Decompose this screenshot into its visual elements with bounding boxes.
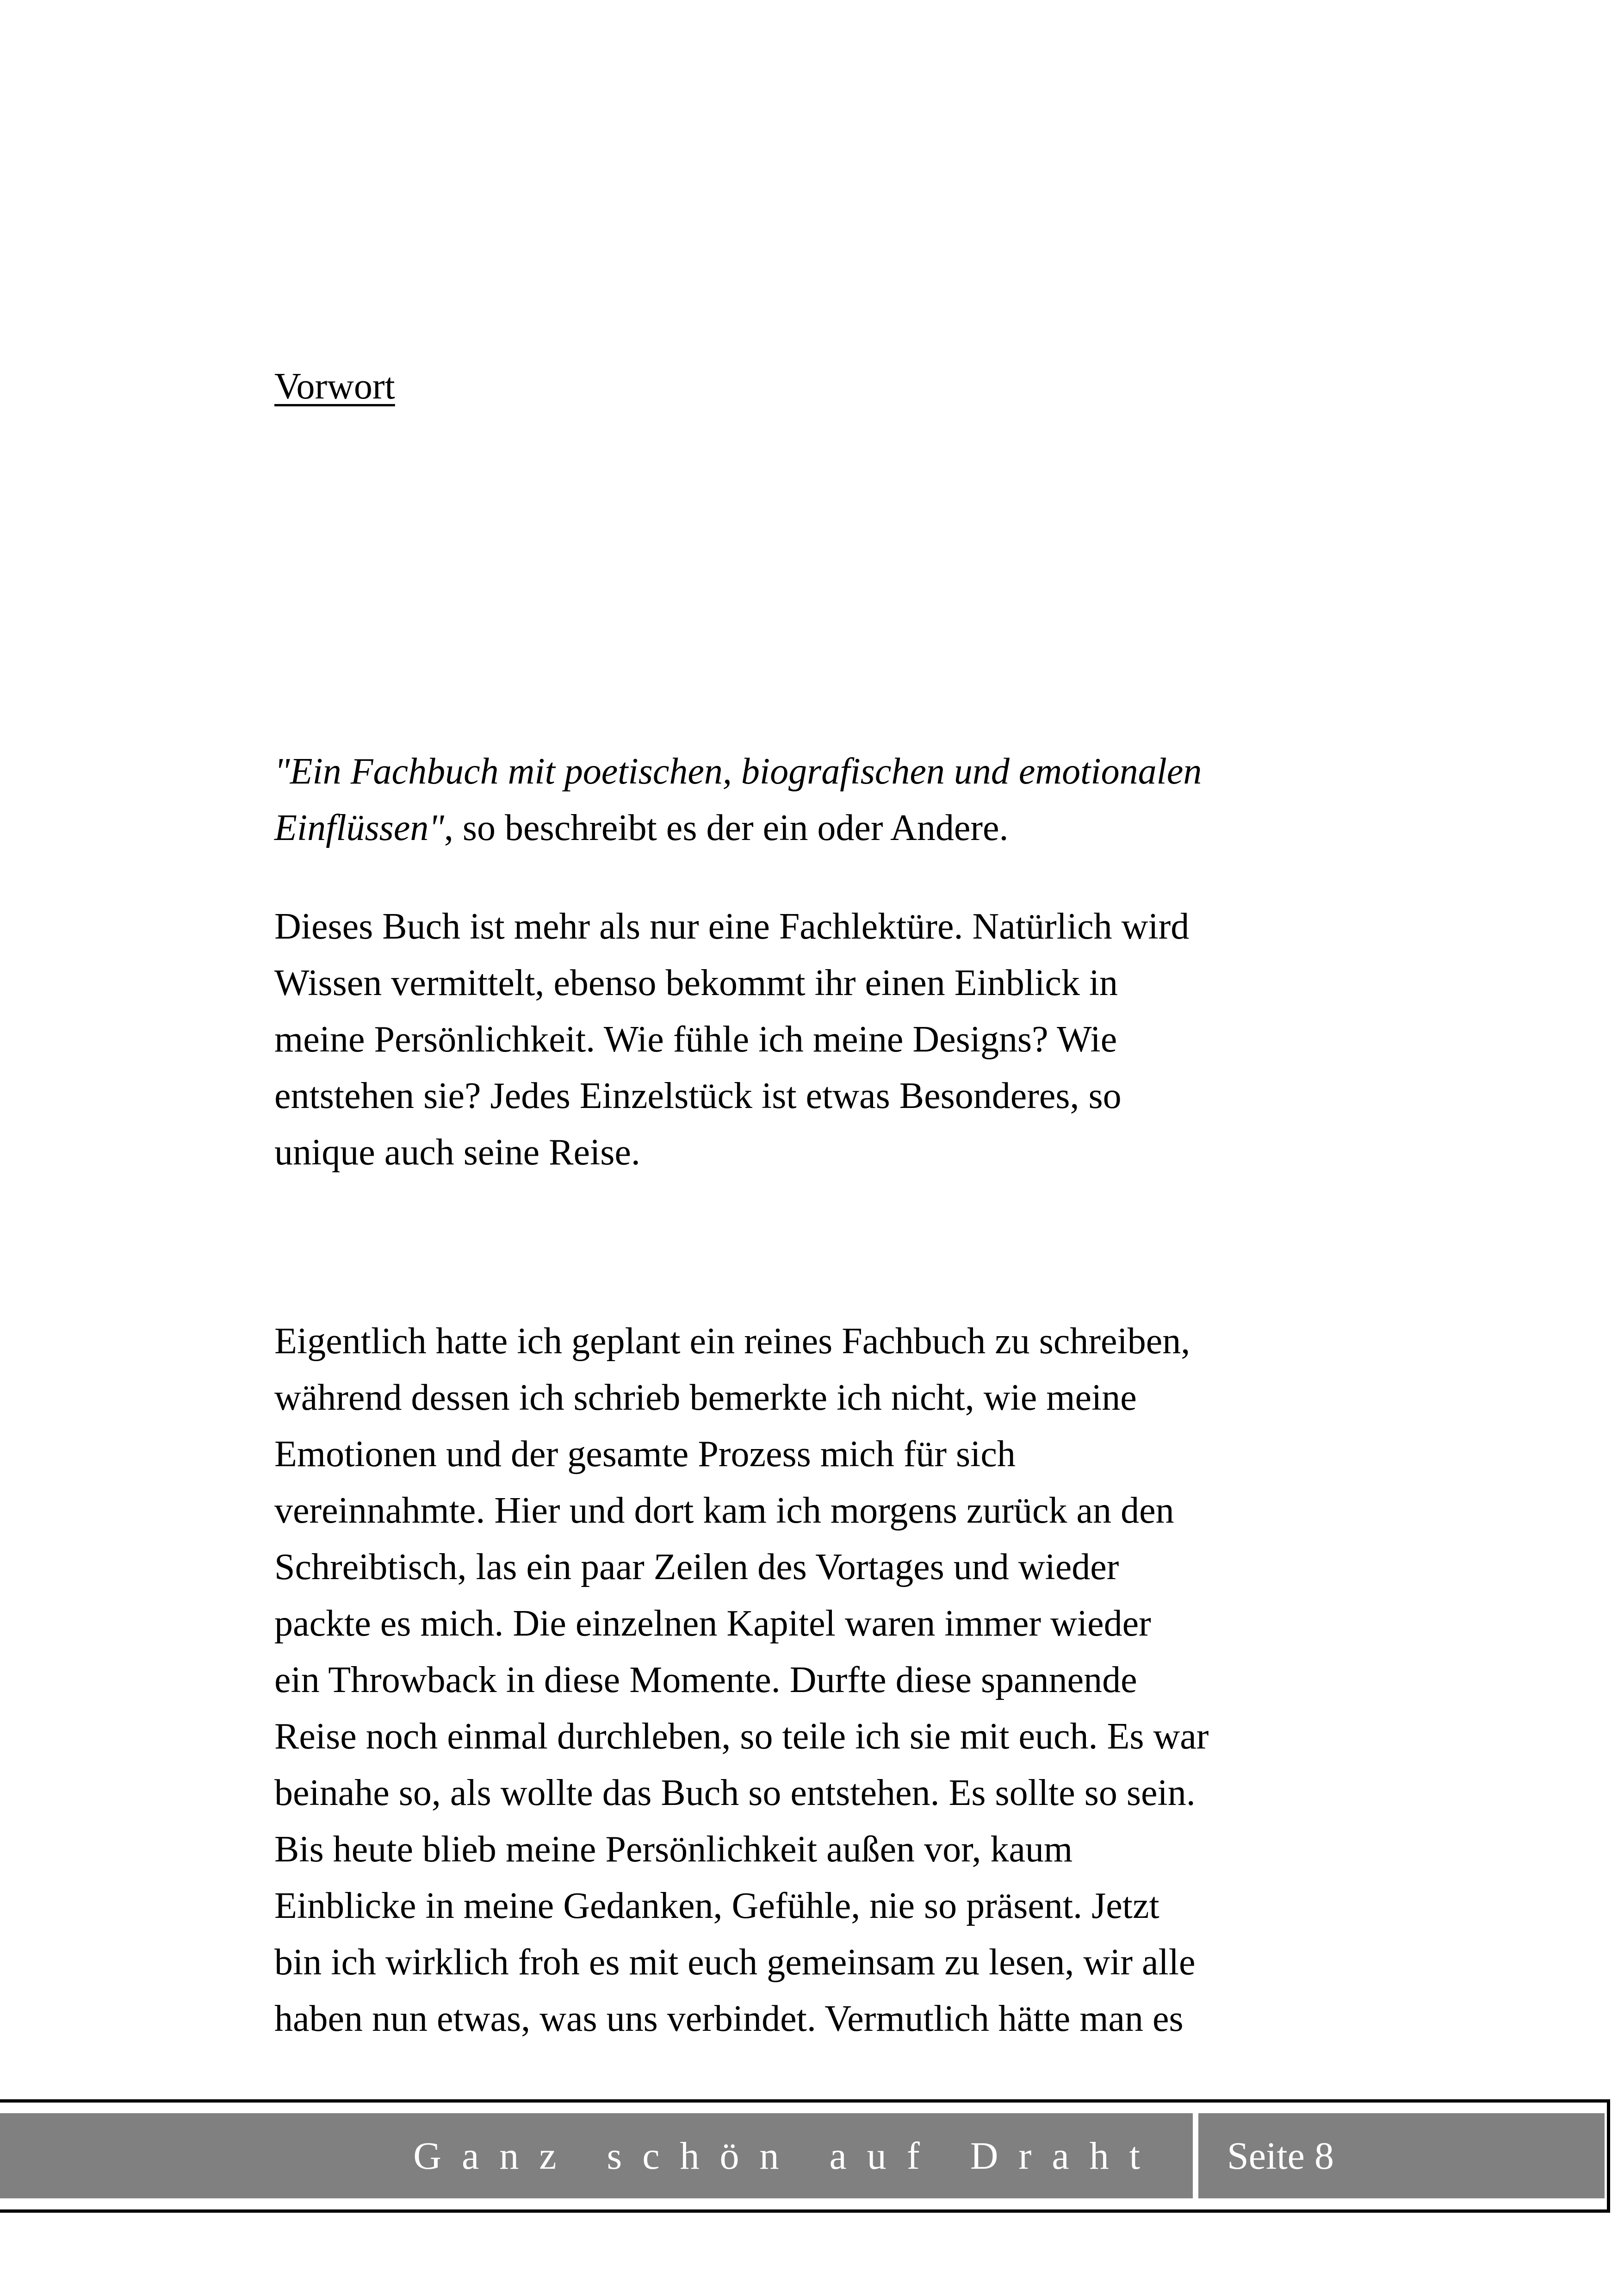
footer-page-box [1198,2113,1605,2198]
intro-paragraph [274,898,1385,1181]
quote-line [274,800,1385,856]
text-line: haben nun etwas, was uns verbindet. Vermutlich hätte man es [274,1998,1184,2039]
text-line: Eigentlich hatte ich geplant ein reines Fachbuch zu schreiben, [274,1321,1190,1362]
text-line: Einblicke in meine Gedanken, Gefühle, nie so präsent. Jetzt [274,1885,1159,1926]
text-line: ein Throwback in diese Momente. Durfte diese spannende [274,1660,1137,1700]
text-line: Wissen vermittelt, ebenso bekommt ihr einen Einblick in [274,963,1118,1003]
text-line: meine Persönlichkeit. Wie fühle ich meine Designs? Wie [274,1019,1117,1060]
text-line: Schreibtisch, las ein paar Zeilen des Vortages und wieder [274,1547,1119,1587]
quote-italic-text: "Ein Fachbuch mit poetischen, biografischen und emotionalen [274,751,1202,792]
quote-italic-text: Einflüssen" [274,808,444,848]
quote-tail-text: , so beschreibt es der ein oder Andere. [444,808,1009,848]
quote-paragraph [274,743,1385,856]
text-line: unique auch seine Reise. [274,1132,640,1173]
footer-book-title: Ganz schön auf Draht [413,2134,1160,2178]
text-line: beinahe so, als wollte das Buch so entstehen. Es sollte so sein. [274,1773,1196,1813]
text-line: Reise noch einmal durchleben, so teile ich sie mit euch. Es war [274,1716,1209,1757]
text-line: während dessen ich schrieb bemerkte ich nicht, wie meine [274,1377,1137,1418]
text-line: entstehen sie? Jedes Einzelstück ist etwas Besonderes, so [274,1076,1122,1116]
text-line: vereinnahmte. Hier und dort kam ich morgens zurück an den [274,1490,1174,1531]
main-paragraph [274,1313,1385,2047]
footer-title-box [0,2113,1193,2198]
text-line: Bis heute blieb meine Persönlichkeit außen vor, kaum [274,1829,1073,1870]
text-line: bin ich wirklich froh es mit euch gemeinsam zu lesen, wir alle [274,1942,1196,1983]
text-line: packte es mich. Die einzelnen Kapitel waren immer wieder [274,1603,1151,1644]
text-line: Dieses Buch ist mehr als nur eine Fachlektüre. Natürlich wird [274,906,1190,947]
page-number: Seite 8 [1227,2134,1334,2178]
quote-line [274,743,1385,800]
text-line: Emotionen und der gesamte Prozess mich für sich [274,1434,1016,1475]
page-heading: Vorwort [274,366,395,407]
